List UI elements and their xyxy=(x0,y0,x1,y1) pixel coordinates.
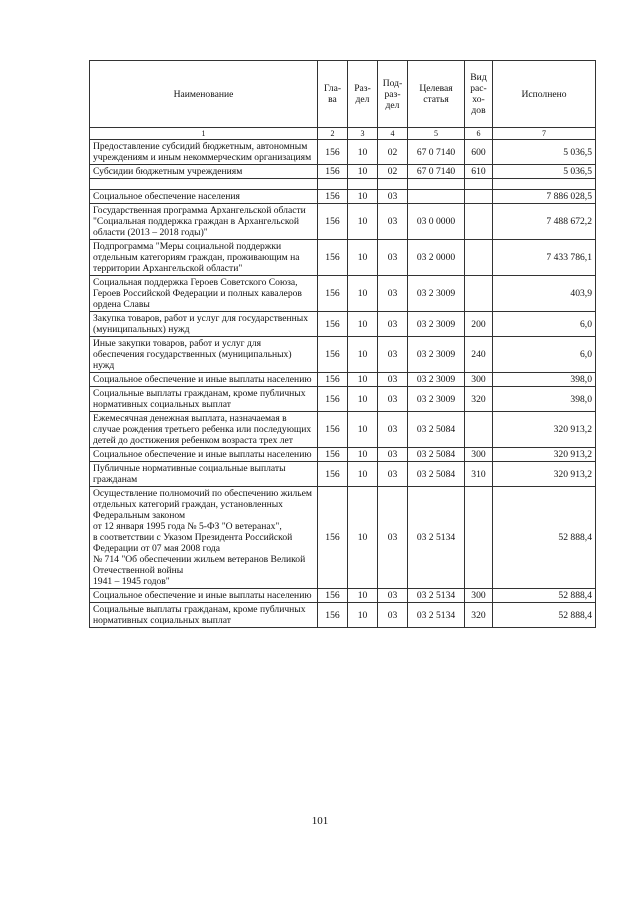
row-podrazdel-cell: 03 xyxy=(378,487,408,589)
row-name-cell: Социальное обеспечение и иные выплаты населению xyxy=(90,448,318,462)
row-razdel-cell: 10 xyxy=(348,462,378,487)
row-name-cell: Подпрограмма "Меры социальной поддержки отдельным категориям граждан, проживающим на территории Архангельской области" xyxy=(90,240,318,276)
row-vid-cell xyxy=(465,487,493,589)
row-glava-cell: 156 xyxy=(318,373,348,387)
table-row xyxy=(90,462,596,487)
row-ispolneno-cell: 320 913,2 xyxy=(493,412,596,448)
header-ispolneno: Исполнено xyxy=(493,61,596,128)
row-razdel-cell: 10 xyxy=(348,412,378,448)
row-celevaya-cell: 03 2 5084 xyxy=(408,448,465,462)
row-podrazdel-cell: 03 xyxy=(378,204,408,240)
budget-table xyxy=(89,60,596,628)
row-razdel-cell: 10 xyxy=(348,140,378,165)
header-podrazdel: Под- раз- дел xyxy=(378,61,408,128)
row-ispolneno-cell: 6,0 xyxy=(493,337,596,373)
column-number: 2 xyxy=(318,128,348,140)
row-razdel-cell: 10 xyxy=(348,312,378,337)
row-name-cell: Социальное обеспечение и иные выплаты населению xyxy=(90,373,318,387)
table-header-row xyxy=(90,61,596,128)
column-number: 7 xyxy=(493,128,596,140)
row-razdel-cell: 10 xyxy=(348,487,378,589)
row-celevaya-cell: 03 2 3009 xyxy=(408,373,465,387)
row-podrazdel-cell: 03 xyxy=(378,312,408,337)
row-celevaya-cell: 67 0 7140 xyxy=(408,140,465,165)
row-vid-cell: 300 xyxy=(465,373,493,387)
header-celevaya: Целевая статья xyxy=(408,61,465,128)
row-glava-cell: 156 xyxy=(318,337,348,373)
row-ispolneno-cell: 320 913,2 xyxy=(493,462,596,487)
row-ispolneno-cell: 7 886 028,5 xyxy=(493,190,596,204)
row-glava-cell: 156 xyxy=(318,165,348,179)
row-vid-cell: 310 xyxy=(465,462,493,487)
row-celevaya-cell: 03 2 3009 xyxy=(408,312,465,337)
row-celevaya-cell: 03 2 5084 xyxy=(408,462,465,487)
row-name-cell: Ежемесячная денежная выплата, назначаемая в случае рождения третьего ребенка или последующих детей до достижения ребенком возраста трех лет xyxy=(90,412,318,448)
column-number: 4 xyxy=(378,128,408,140)
row-celevaya-cell: 03 2 3009 xyxy=(408,387,465,412)
row-celevaya-cell: 03 0 0000 xyxy=(408,204,465,240)
row-podrazdel-cell: 03 xyxy=(378,589,408,603)
table-row xyxy=(90,204,596,240)
column-number: 3 xyxy=(348,128,378,140)
row-glava-cell: 156 xyxy=(318,204,348,240)
row-celevaya-cell: 03 2 5084 xyxy=(408,412,465,448)
row-name-cell: Осуществление полномочий по обеспечению жильем отдельных категорий граждан, установленных Федеральным законом от 12 января 1995 года № 5-ФЗ "О ветеранах", в соответствии с Указом Президента Российской Федерации от 07 мая 2008 года № 714 "Об обеспечении жильем ветеранов Великой Отечественной войны 1941 – 1945 годов" xyxy=(90,487,318,589)
header-vid: Вид рас- хо- дов xyxy=(465,61,493,128)
row-vid-cell: 320 xyxy=(465,603,493,628)
row-podrazdel-cell: 03 xyxy=(378,448,408,462)
row-vid-cell xyxy=(465,190,493,204)
table-row xyxy=(90,448,596,462)
row-podrazdel-cell: 03 xyxy=(378,412,408,448)
row-glava-cell: 156 xyxy=(318,387,348,412)
row-celevaya-cell: 03 2 0000 xyxy=(408,240,465,276)
row-glava-cell: 156 xyxy=(318,276,348,312)
row-vid-cell: 300 xyxy=(465,448,493,462)
empty-cell xyxy=(465,179,493,190)
column-number: 5 xyxy=(408,128,465,140)
row-celevaya-cell: 67 0 7140 xyxy=(408,165,465,179)
row-razdel-cell: 10 xyxy=(348,190,378,204)
row-ispolneno-cell: 398,0 xyxy=(493,373,596,387)
table-row xyxy=(90,387,596,412)
page-number: 101 xyxy=(311,815,329,827)
table-row xyxy=(90,373,596,387)
row-glava-cell: 156 xyxy=(318,448,348,462)
row-celevaya-cell: 03 2 3009 xyxy=(408,337,465,373)
empty-cell xyxy=(318,179,348,190)
table-body xyxy=(90,140,596,628)
row-name-cell: Закупка товаров, работ и услуг для государственных (муниципальных) нужд xyxy=(90,312,318,337)
row-name-cell: Публичные нормативные социальные выплаты гражданам xyxy=(90,462,318,487)
row-glava-cell: 156 xyxy=(318,190,348,204)
row-podrazdel-cell: 02 xyxy=(378,165,408,179)
row-razdel-cell: 10 xyxy=(348,603,378,628)
column-number: 1 xyxy=(90,128,318,140)
row-ispolneno-cell: 403,9 xyxy=(493,276,596,312)
row-vid-cell xyxy=(465,204,493,240)
table-row xyxy=(90,589,596,603)
table-row xyxy=(90,603,596,628)
table-row xyxy=(90,337,596,373)
empty-cell xyxy=(493,179,596,190)
row-vid-cell xyxy=(465,412,493,448)
table-row xyxy=(90,487,596,589)
row-ispolneno-cell: 5 036,5 xyxy=(493,140,596,165)
row-podrazdel-cell: 03 xyxy=(378,190,408,204)
empty-cell xyxy=(378,179,408,190)
row-vid-cell: 300 xyxy=(465,589,493,603)
column-number-row xyxy=(90,128,596,140)
row-ispolneno-cell: 6,0 xyxy=(493,312,596,337)
row-podrazdel-cell: 03 xyxy=(378,240,408,276)
row-glava-cell: 156 xyxy=(318,240,348,276)
row-name-cell: Социальные выплаты гражданам, кроме публичных нормативных социальных выплат xyxy=(90,387,318,412)
row-celevaya-cell xyxy=(408,190,465,204)
row-name-cell: Государственная программа Архангельской области "Социальная поддержка граждан в Архангельской области (2013 – 2018 годы)" xyxy=(90,204,318,240)
row-ispolneno-cell: 52 888,4 xyxy=(493,487,596,589)
row-podrazdel-cell: 03 xyxy=(378,373,408,387)
table-row xyxy=(90,140,596,165)
row-podrazdel-cell: 03 xyxy=(378,603,408,628)
row-name-cell: Предоставление субсидий бюджетным, автономным учреждениям и иным некоммерческим организациям xyxy=(90,140,318,165)
row-glava-cell: 156 xyxy=(318,312,348,337)
row-ispolneno-cell: 7 488 672,2 xyxy=(493,204,596,240)
row-name-cell: Социальные выплаты гражданам, кроме публичных нормативных социальных выплат xyxy=(90,603,318,628)
row-vid-cell xyxy=(465,276,493,312)
row-ispolneno-cell: 52 888,4 xyxy=(493,589,596,603)
row-razdel-cell: 10 xyxy=(348,337,378,373)
row-name-cell: Социальное обеспечение населения xyxy=(90,190,318,204)
row-razdel-cell: 10 xyxy=(348,387,378,412)
row-vid-cell: 600 xyxy=(465,140,493,165)
row-glava-cell: 156 xyxy=(318,412,348,448)
spacer-row xyxy=(90,179,596,190)
table-row xyxy=(90,312,596,337)
row-glava-cell: 156 xyxy=(318,589,348,603)
empty-cell xyxy=(348,179,378,190)
row-ispolneno-cell: 52 888,4 xyxy=(493,603,596,628)
header-name: Наименование xyxy=(90,61,318,128)
row-podrazdel-cell: 02 xyxy=(378,140,408,165)
row-glava-cell: 156 xyxy=(318,140,348,165)
row-razdel-cell: 10 xyxy=(348,448,378,462)
table-row xyxy=(90,165,596,179)
row-name-cell: Социальная поддержка Героев Советского Союза, Героев Российской Федерации и полных кавалеров ордена Славы xyxy=(90,276,318,312)
column-number: 6 xyxy=(465,128,493,140)
row-celevaya-cell: 03 2 5134 xyxy=(408,487,465,589)
row-celevaya-cell: 03 2 5134 xyxy=(408,603,465,628)
row-ispolneno-cell: 398,0 xyxy=(493,387,596,412)
row-razdel-cell: 10 xyxy=(348,240,378,276)
row-razdel-cell: 10 xyxy=(348,589,378,603)
row-glava-cell: 156 xyxy=(318,603,348,628)
header-razdel: Раз- дел xyxy=(348,61,378,128)
row-glava-cell: 156 xyxy=(318,462,348,487)
table-row xyxy=(90,190,596,204)
row-podrazdel-cell: 03 xyxy=(378,462,408,487)
row-name-cell: Социальное обеспечение и иные выплаты населению xyxy=(90,589,318,603)
row-ispolneno-cell: 7 433 786,1 xyxy=(493,240,596,276)
header-glava: Гла- ва xyxy=(318,61,348,128)
table-row xyxy=(90,412,596,448)
row-vid-cell xyxy=(465,240,493,276)
row-podrazdel-cell: 03 xyxy=(378,337,408,373)
row-razdel-cell: 10 xyxy=(348,204,378,240)
row-vid-cell: 240 xyxy=(465,337,493,373)
table-row xyxy=(90,276,596,312)
row-razdel-cell: 10 xyxy=(348,165,378,179)
row-podrazdel-cell: 03 xyxy=(378,276,408,312)
row-glava-cell: 156 xyxy=(318,487,348,589)
row-vid-cell: 610 xyxy=(465,165,493,179)
row-ispolneno-cell: 320 913,2 xyxy=(493,448,596,462)
empty-cell xyxy=(408,179,465,190)
row-celevaya-cell: 03 2 3009 xyxy=(408,276,465,312)
row-razdel-cell: 10 xyxy=(348,373,378,387)
row-name-cell: Субсидии бюджетным учреждениям xyxy=(90,165,318,179)
row-celevaya-cell: 03 2 5134 xyxy=(408,589,465,603)
row-podrazdel-cell: 03 xyxy=(378,387,408,412)
empty-cell xyxy=(90,179,318,190)
row-razdel-cell: 10 xyxy=(348,276,378,312)
row-name-cell: Иные закупки товаров, работ и услуг для обеспечения государственных (муниципальных) нужд xyxy=(90,337,318,373)
table-row xyxy=(90,240,596,276)
row-vid-cell: 320 xyxy=(465,387,493,412)
row-ispolneno-cell: 5 036,5 xyxy=(493,165,596,179)
row-vid-cell: 200 xyxy=(465,312,493,337)
